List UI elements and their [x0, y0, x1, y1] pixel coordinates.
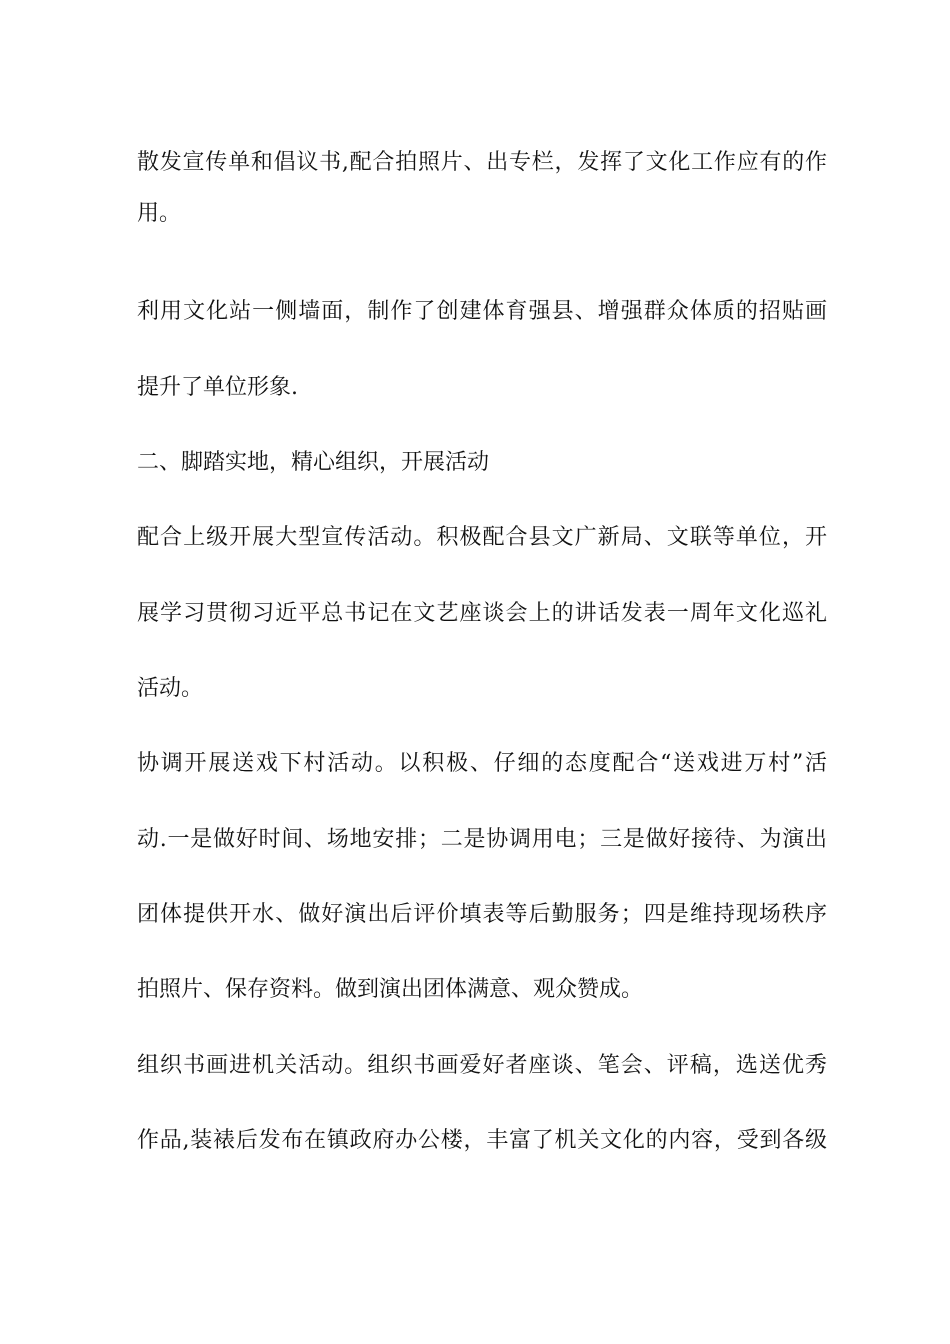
text-line: 作品,装裱后发布在镇政府办公楼，丰富了机关文化的内容，受到各级: [137, 1128, 827, 1153]
text-line: 拍照片、保存资料。做到演出团体满意、观众赞成。: [137, 977, 644, 1002]
text-line: 协调开展送戏下村活动。以积极、仔细的态度配合“送戏进万村”活: [137, 751, 827, 776]
text-line: 动.一是做好时间、场地安排；二是协调用电；三是做好接待、为演出: [137, 827, 827, 852]
text-line: 用。: [137, 201, 182, 226]
text-line: 组织书画进机关活动。组织书画爱好者座谈、笔会、评稿，选送优秀: [137, 1053, 827, 1078]
section-heading: 二、脚踏实地，精心组织，开展活动: [137, 450, 490, 475]
text-line: 展学习贯彻习近平总书记在文艺座谈会上的讲话发表一周年文化巡礼: [137, 601, 827, 626]
text-line: 散发宣传单和倡议书,配合拍照片、出专栏，发挥了文化工作应有的作: [137, 150, 827, 175]
text-line: 活动。: [137, 676, 204, 701]
text-line: 利用文化站一侧墙面，制作了创建体育强县、增强群众体质的招贴画: [137, 299, 827, 324]
text-line: 团体提供开水、做好演出后评价填表等后勤服务；四是维持现场秩序: [137, 902, 827, 927]
text-line: 提升了单位形象.: [137, 375, 298, 400]
text-line: 配合上级开展大型宣传活动。积极配合县文广新局、文联等单位，开: [137, 525, 827, 550]
